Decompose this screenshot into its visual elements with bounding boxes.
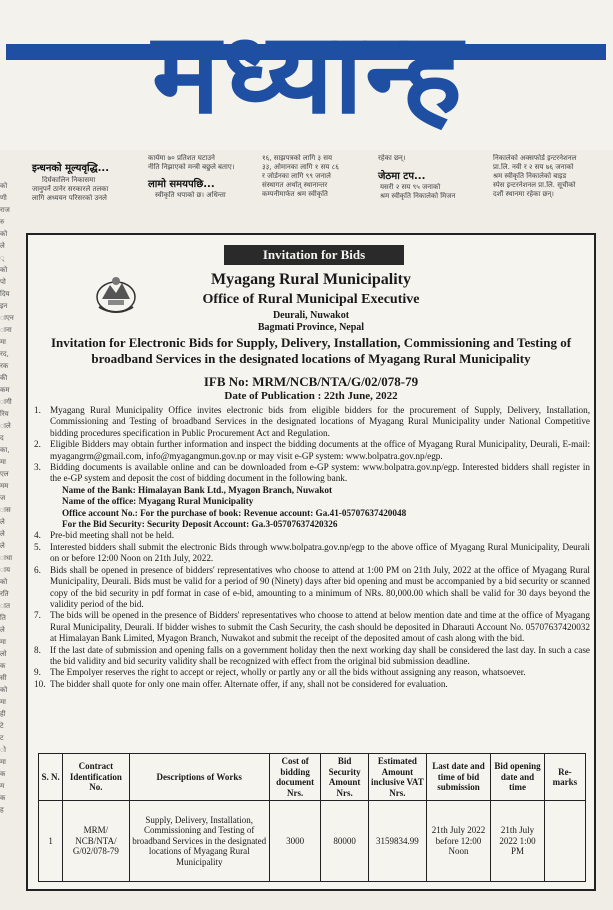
margin-fragment: रक — [0, 362, 9, 370]
margin-fragment: क — [0, 662, 6, 670]
margin-fragment: राज — [0, 206, 10, 214]
news-headline-2: लामो समयपछि... — [148, 179, 215, 190]
bank-details — [34, 485, 590, 531]
news-line: नीति निझाएको मन्त्री बछुले बताए। — [148, 163, 235, 171]
table-cell: 21th July 2022 1:00 PM — [491, 801, 545, 882]
table-cell: MRM/ NCB/NTA/ G/02/078-79 — [63, 801, 129, 882]
bank-line: Name of the Bank: Himalayan Bank Ltd., Myagon Branch, Nuwakot — [62, 484, 333, 495]
table-header: Estimated Amount inclusive VAT Nrs. — [368, 754, 426, 801]
margin-fragment: मा — [0, 698, 6, 706]
table-cell: 21th July 2022 before 12:00 Noon — [426, 801, 490, 882]
margin-fragment: क — [0, 794, 6, 802]
margin-fragment: रति — [0, 590, 9, 598]
margin-fragment: मा — [0, 458, 6, 466]
table-header: Descriptions of Works — [129, 754, 269, 801]
margin-fragment: को — [0, 230, 8, 238]
clause-number: 6. — [34, 564, 41, 575]
clause-text: Bids shall be opened in presence of bidders' representatives who choose to attend at 1:00 PM on 21th July, 2022 at the office of Myagang Rural Municipality, Deurali. Bids must be valid for a period of 90 (Ninety) days after bid opening and must be accompanied by a bid security or scanned copy of the bid security in pdf format in case of e-bid, amounting to a minimum of NRs. 80,000.00 which shall be valid for 30 days beyond the validity period of the bid. — [50, 564, 590, 609]
margin-fragment: ले — [0, 530, 5, 538]
table-cell: Supply, Delivery, Installation, Commissioning and Testing of broadband Services in the designated locations of Myagang Rural Municipality — [129, 801, 269, 882]
margin-fragment: णी — [0, 194, 7, 202]
clause-item — [34, 462, 590, 485]
bid-table — [38, 753, 586, 882]
margin-fragment: ति — [0, 614, 6, 622]
bid-notice — [26, 233, 596, 891]
clause-number: 4. — [34, 530, 41, 541]
table-header: Cost of bidding document Nrs. — [269, 754, 321, 801]
notice-heading: Invitation for Electronic Bids for Supply, Delivery, Installation, Commissioning and Testing of broadband Services in the designated locations of Myagang Rural Municipality — [50, 335, 572, 366]
table-header: Bid Security Amount Nrs. — [321, 754, 368, 801]
clause-number: 5. — [34, 541, 41, 552]
news-line: यसरी २ सय ९५ जनाको — [380, 183, 441, 191]
margin-fragment: ले — [0, 518, 5, 526]
table-header: Bid opening date and time — [491, 754, 545, 801]
margin-fragment: रिय — [0, 410, 9, 418]
margin-fragment: ागी — [0, 398, 12, 406]
margin-fragment: सी — [0, 674, 7, 682]
news-line: कार्यमा ७० प्रतिशत घटाउने — [148, 154, 215, 162]
margin-fragment: का, — [0, 446, 10, 454]
news-line: कम्पनीमार्फत श्रम स्वीकृति — [262, 190, 328, 198]
clause-text: Eligible Bidders may obtain further information and inspect the bidding documents at the office of Myagang Rural Municipality, Deurali, E-mail: myagangrm@gmail.com, info@myagangmun.gov.np or may visit e-GP system: www.bolpatra.gov.np/egp. — [50, 439, 590, 461]
margin-fragment: रद, — [0, 350, 9, 358]
publication-date: Date of Publication : 22th June, 2022 — [224, 390, 398, 402]
news-line: रहेका छन्। — [378, 154, 406, 162]
news-headline-1: इन्धनको मूल्यवृद्धि... — [32, 163, 110, 174]
clause-item — [34, 645, 590, 668]
margin-fragment: ज — [0, 494, 6, 502]
masthead — [0, 0, 613, 150]
clause-item — [34, 610, 590, 644]
margin-fragment: दिय — [0, 290, 10, 298]
news-line: लागि अध्ययन परिसरको उनले — [32, 194, 107, 202]
clause-text: If the last date of submission and opening falls on a government holiday then the next working day shall be considered the last day. In such a case the bid validity and bid security validity shall be recognized with effect from the original bid submission deadline. — [50, 644, 590, 666]
clause-number: 2. — [34, 439, 41, 450]
table-row — [39, 801, 586, 882]
table-header: Contract Identification No. — [63, 754, 129, 801]
margin-fragment: ात — [0, 602, 10, 610]
table-cell: 3000 — [269, 801, 321, 882]
news-line: निकालेको अक्सफोर्ड इन्टरनेशनल — [493, 154, 577, 162]
clause-text: Pre-bid meeting shall not be held. — [50, 530, 175, 541]
margin-fragment: ाएन — [0, 314, 14, 322]
table-cell: 3159834.99 — [368, 801, 426, 882]
news-line: र जोर्डनका लागि ९९ जनाले — [262, 172, 331, 180]
margin-fragment: द — [0, 434, 4, 442]
margin-fragment: कम — [0, 386, 10, 394]
margin-fragment: को — [0, 578, 8, 586]
margin-fragment: ् — [0, 254, 5, 262]
news-line: प्रा.लि. नवी र २ सय ७६ जनाको — [493, 163, 574, 171]
margin-fragment: ही — [0, 710, 6, 718]
margin-fragment: रु — [0, 218, 5, 226]
clause-number: 1. — [34, 405, 41, 415]
clause-item — [34, 542, 590, 565]
clause-item — [34, 530, 590, 541]
clause-text: Bidding documents is available online and can be downloaded from e-GP system: www.bolpatra.gov.np/egp. Interested bidders shall register in the e-GP system and deposit the cost of bidding document in the following bank. — [50, 462, 590, 484]
margin-fragment: एल — [0, 470, 9, 478]
margin-fragment: को — [0, 182, 8, 190]
office-name: Office of Rural Municipal Executive — [202, 292, 420, 307]
margin-fragment: मा — [0, 758, 6, 766]
margin-fragment: ास — [0, 506, 11, 514]
ifb-number: IFB No: MRM/NCB/NTA/G/02/078-79 — [203, 374, 419, 389]
news-line: संस्थागत अर्थात् स्थानान्तर — [262, 181, 328, 189]
clause-text: The Empolyer reserves the right to accept or reject, wholly or partly any or all the bids without assigning any reason, whatsoever. — [50, 667, 526, 678]
clause-number: 10. — [34, 678, 46, 689]
news-line: ३३, ओमानका लागि १ सय ८६ — [262, 163, 339, 171]
margin-fragment: ाधा — [0, 554, 13, 562]
table-header: Last date and time of bid submission — [426, 754, 490, 801]
left-margin-text — [0, 180, 22, 880]
news-line: दशौं स्थानमा रहेका छन्। — [493, 190, 554, 198]
news-headline-3: जेठमा टप... — [378, 171, 426, 182]
news-line: १६, साझपत्रको लागि ३ सय — [262, 154, 333, 162]
margin-fragment: ले — [0, 242, 5, 250]
margin-fragment: मा — [0, 638, 6, 646]
right-margin — [596, 230, 613, 890]
table-header: S. N. — [39, 754, 63, 801]
news-line: दिर्घकालिन निकासमा — [42, 176, 96, 184]
notice-banner: Invitation for Bids — [224, 245, 404, 265]
news-strip — [0, 150, 613, 230]
margin-fragment: पो — [0, 278, 6, 286]
notice-clauses — [34, 405, 590, 690]
table-cell — [544, 801, 585, 882]
table-cell: 80000 — [321, 801, 368, 882]
margin-fragment: लो — [0, 650, 7, 658]
clause-item — [34, 679, 590, 690]
address-line-1: Deurali, Nuwakot — [272, 310, 350, 321]
table-header: Re-marks — [544, 754, 585, 801]
margin-fragment: क — [0, 770, 6, 778]
clause-number: 8. — [34, 644, 41, 655]
news-line: स्पेस इन्टरनेशनल प्रा.लि. सूचीको — [493, 181, 576, 189]
clause-item — [34, 565, 590, 611]
margin-fragment: ाले — [0, 422, 11, 430]
clause-text: The bidder shall quote for only one main offer. Alternate offer, if any, shall not be considered for evaluation. — [50, 678, 448, 689]
margin-fragment: को — [0, 686, 8, 694]
bank-line: For the Bid Security: Security Deposit Account: Ga.3-05707637420326 — [62, 519, 338, 530]
clause-text: The bids will be opened in the presence of Bidders' representatives who choose to attend at below mention date and time at the office of Myagang Rural Municipality, Deurali. If bidder wishes to submit the Cash Security, the cash should be deposited in Dharauti Account No. 05707637420032 at Himalayan Bank Limited, Myagon Branch, Nuwakot and submit the receipt of the deposited amout of cash along with the bid. — [50, 610, 590, 644]
margin-fragment: ले — [0, 626, 5, 634]
margin-fragment: ाना — [0, 326, 12, 334]
bank-line: Name of the office: Myagang Rural Municipality — [62, 496, 254, 507]
news-line: जानुपर्ने ठानेर सरकारले तलका — [32, 185, 109, 193]
table-cell: 1 — [39, 801, 63, 882]
margin-fragment: ह — [0, 806, 4, 814]
org-name: Myagang Rural Municipality — [210, 271, 411, 288]
clause-text: Myagang Rural Municipality Office invites electronic bids from eligible bidders for the procurement of Supply, Delivery, Installation, Commissioning and Testing of broadband Services in the designated locations of Myagang Rural Municipality under National Competitive bidding procedures specification in Public Procurement Act and Regulation. — [50, 405, 590, 438]
margin-fragment: को — [0, 266, 8, 274]
clause-item — [34, 405, 590, 439]
margin-fragment: ाय — [0, 566, 11, 574]
margin-fragment: ट — [0, 734, 4, 742]
clause-item — [34, 439, 590, 462]
bank-line: Office account No.: For the purchase of book: Revenue account: Ga.41-05707637420048 — [62, 507, 407, 518]
margin-fragment: म — [0, 782, 5, 790]
clause-item — [34, 667, 590, 678]
margin-fragment: इन — [0, 302, 8, 310]
address-line-2: Bagmati Province, Nepal — [257, 322, 365, 333]
clause-text: Interested bidders shall submit the electronic Bids through www.bolpatra.gov.np/egp to the above office of Myagang Rural Municipality, Deurali on or before 12:00 Noon on 21th July, 2022. — [50, 541, 590, 564]
margin-fragment: ले — [0, 542, 5, 550]
news-line: श्रम स्वीकृति निकालेको बाइड — [493, 172, 567, 180]
margin-fragment: ो — [0, 746, 6, 754]
margin-fragment: मा — [0, 338, 6, 346]
news-line: स्वीकृति थपाको छ। अधिन्ता — [155, 191, 226, 199]
margin-fragment: टे — [0, 722, 4, 730]
margin-fragment: मम — [0, 482, 9, 490]
clause-number: 3. — [34, 462, 41, 473]
clause-number: 7. — [34, 610, 41, 621]
news-line: श्रम स्वीकृति निकालेको मिजन — [380, 192, 456, 200]
margin-fragment: की — [0, 374, 8, 382]
masthead-title: मध्यान्ह — [151, 9, 465, 139]
clause-number: 9. — [34, 667, 41, 678]
